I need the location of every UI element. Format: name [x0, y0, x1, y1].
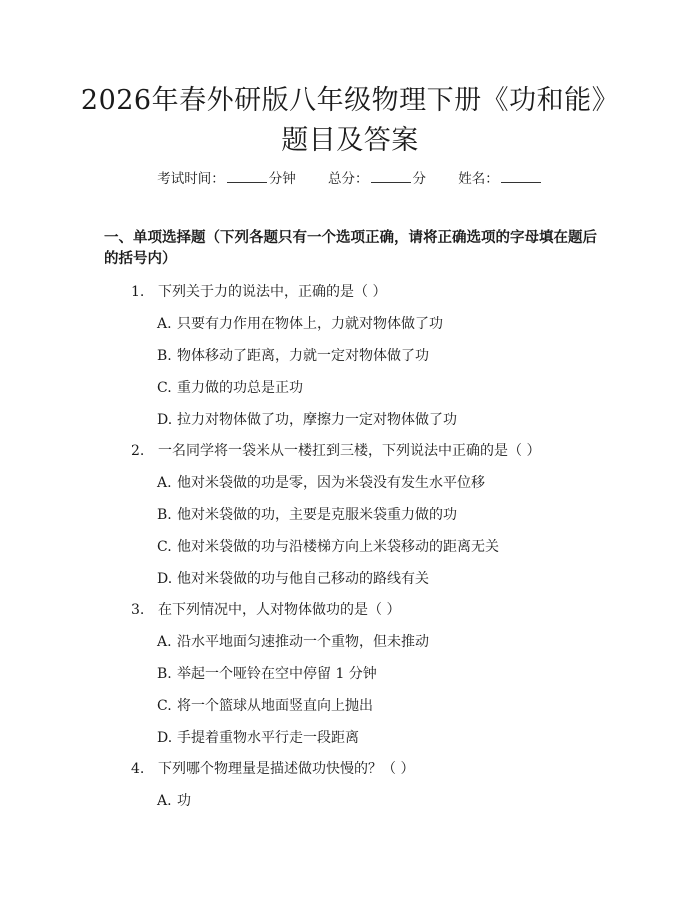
exam-time-label: 考试时间：	[157, 171, 225, 187]
option-text: 他对米袋做的功，主要是克服米袋重力做的功	[177, 507, 457, 523]
document-title-line1: 2026年春外研版八年级物理下册《功和能》	[80, 85, 620, 116]
option-letter: D.	[157, 571, 173, 587]
question-2-option-c	[157, 537, 499, 557]
total-score-unit: 分	[412, 171, 426, 187]
option-letter: A.	[157, 316, 172, 332]
question-number: 3.	[131, 602, 145, 618]
question-3-option-a	[157, 632, 429, 652]
option-text: 重力做的功总是正功	[177, 380, 303, 396]
question-number: 2.	[131, 443, 145, 459]
question-2-option-b	[157, 505, 457, 525]
question-number: 1.	[131, 284, 145, 300]
option-text: 他对米袋做的功与沿楼梯方向上米袋移动的距离无关	[177, 539, 499, 555]
total-score-label: 总分：	[328, 171, 369, 187]
option-letter: B.	[157, 507, 172, 523]
option-letter: B.	[157, 348, 172, 364]
option-letter: D.	[157, 730, 173, 746]
question-text: 在下列情况中，人对物体做功的是（ ）	[158, 602, 401, 618]
section-heading: 一、单项选择题（下列各题只有一个选项正确，请将正确选项的字母填在题后的括号内）	[104, 230, 597, 267]
question-1-option-d	[157, 410, 457, 430]
option-text: 举起一个哑铃在空中停留 1 分钟	[177, 666, 377, 682]
option-text: 只要有力作用在物体上，力就对物体做了功	[177, 316, 443, 332]
option-letter: D.	[157, 412, 173, 428]
option-letter: C.	[157, 698, 172, 714]
option-letter: C.	[157, 380, 172, 396]
option-text: 拉力对物体做了功，摩擦力一定对物体做了功	[177, 412, 457, 428]
question-1-option-b	[157, 346, 429, 366]
exam-time-unit: 分钟	[268, 171, 296, 187]
total-score-field	[328, 170, 426, 188]
question-number: 4.	[131, 761, 145, 777]
question-3-option-d	[157, 728, 359, 748]
name-field	[458, 170, 543, 188]
question-3-option-c	[157, 696, 373, 716]
document-title-line2: 题目及答案	[281, 125, 419, 156]
option-text: 手提着重物水平行走一段距离	[177, 730, 359, 746]
name-blank[interactable]	[501, 170, 541, 183]
option-letter: A.	[157, 793, 172, 809]
total-score-blank[interactable]	[371, 170, 411, 183]
exam-info-line	[0, 170, 700, 188]
name-label: 姓名：	[458, 171, 499, 187]
question-2	[131, 441, 540, 461]
question-3	[131, 600, 400, 620]
exam-time-blank[interactable]	[227, 170, 267, 183]
question-2-option-a	[157, 473, 485, 493]
question-4	[131, 759, 414, 779]
question-text: 一名同学将一袋米从一楼扛到三楼，下列说法中正确的是（ ）	[158, 443, 541, 459]
question-3-option-b	[157, 664, 377, 684]
option-letter: C.	[157, 539, 172, 555]
option-text: 物体移动了距离，力就一定对物体做了功	[177, 348, 429, 364]
question-text: 下列关于力的说法中，正确的是（ ）	[158, 284, 387, 300]
question-text: 下列哪个物理量是描述做功快慢的？（ ）	[158, 761, 415, 777]
option-text: 沿水平地面匀速推动一个重物，但未推动	[177, 634, 429, 650]
option-letter: B.	[157, 666, 172, 682]
option-text: 他对米袋做的功是零，因为米袋没有发生水平位移	[177, 475, 485, 491]
question-1-option-a	[157, 314, 443, 334]
option-text: 功	[177, 793, 191, 809]
option-letter: A.	[157, 634, 172, 650]
question-4-option-a	[157, 791, 191, 811]
question-1-option-c	[157, 378, 303, 398]
option-letter: A.	[157, 475, 172, 491]
exam-time-field	[157, 170, 296, 188]
question-1	[131, 282, 386, 302]
question-2-option-d	[157, 569, 429, 589]
option-text: 将一个篮球从地面竖直向上抛出	[177, 698, 373, 714]
option-text: 他对米袋做的功与他自己移动的路线有关	[177, 571, 429, 587]
